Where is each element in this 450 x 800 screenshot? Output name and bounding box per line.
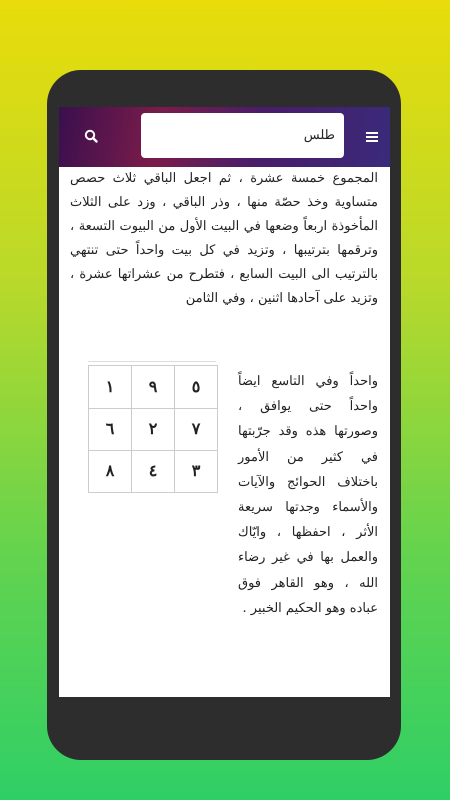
search-input[interactable]: طلس [141,113,344,158]
magic-square-cell: ٢ [148,419,158,438]
text-paragraph-1: المجموع خمسة عشرة ، ثم اجعل الباقي ثلاث حصص متساوية وخذ حصّة منها ، وذر الباقي ، وزد على الثلاث المأخوذة اربعاً وضعها في البيت الأول من البيوت التسعة ، وترقمها بترتيبها ، وتزيد في كل بيت واحداً حتى تنتهي بالترتيب الى البيت السابع ، فتطرح من عشراتها عشرة ، وتزيد على آحادها اثنين ، وفي الثامن [70,171,378,306]
text-paragraph-2: واحداً وفي التاسع ايضاً واحداً حتى يوافق ، وصورتها هذه وقد جرّبتها في كثير من الأمور باختلاف الحوائج والآيات والأسماء وجدتها سريعة الأثر ، احفظها ، وايّاك والعمل بها في غير رضاء الله ، وهو القاهر فوق عباده وهو الحكيم الخبير . [238,374,378,616]
magic-square-cell: ٥ [191,377,201,396]
hamburger-icon [366,136,378,138]
magic-square-cell: ٦ [105,419,115,438]
magic-square-grid [88,365,218,493]
magic-square-cell: ٤ [148,461,158,480]
search-icon[interactable] [81,126,103,148]
magic-square-cell: ٩ [148,377,158,396]
divider [88,361,216,362]
magic-square-cell: ٣ [191,461,201,480]
magic-square-cell: ٨ [105,461,115,480]
app-bar [59,107,390,167]
menu-button[interactable] [360,125,384,149]
magic-square-cell: ٧ [191,419,201,438]
app-screen [59,107,390,697]
magic-square-cell: ١ [105,377,115,396]
